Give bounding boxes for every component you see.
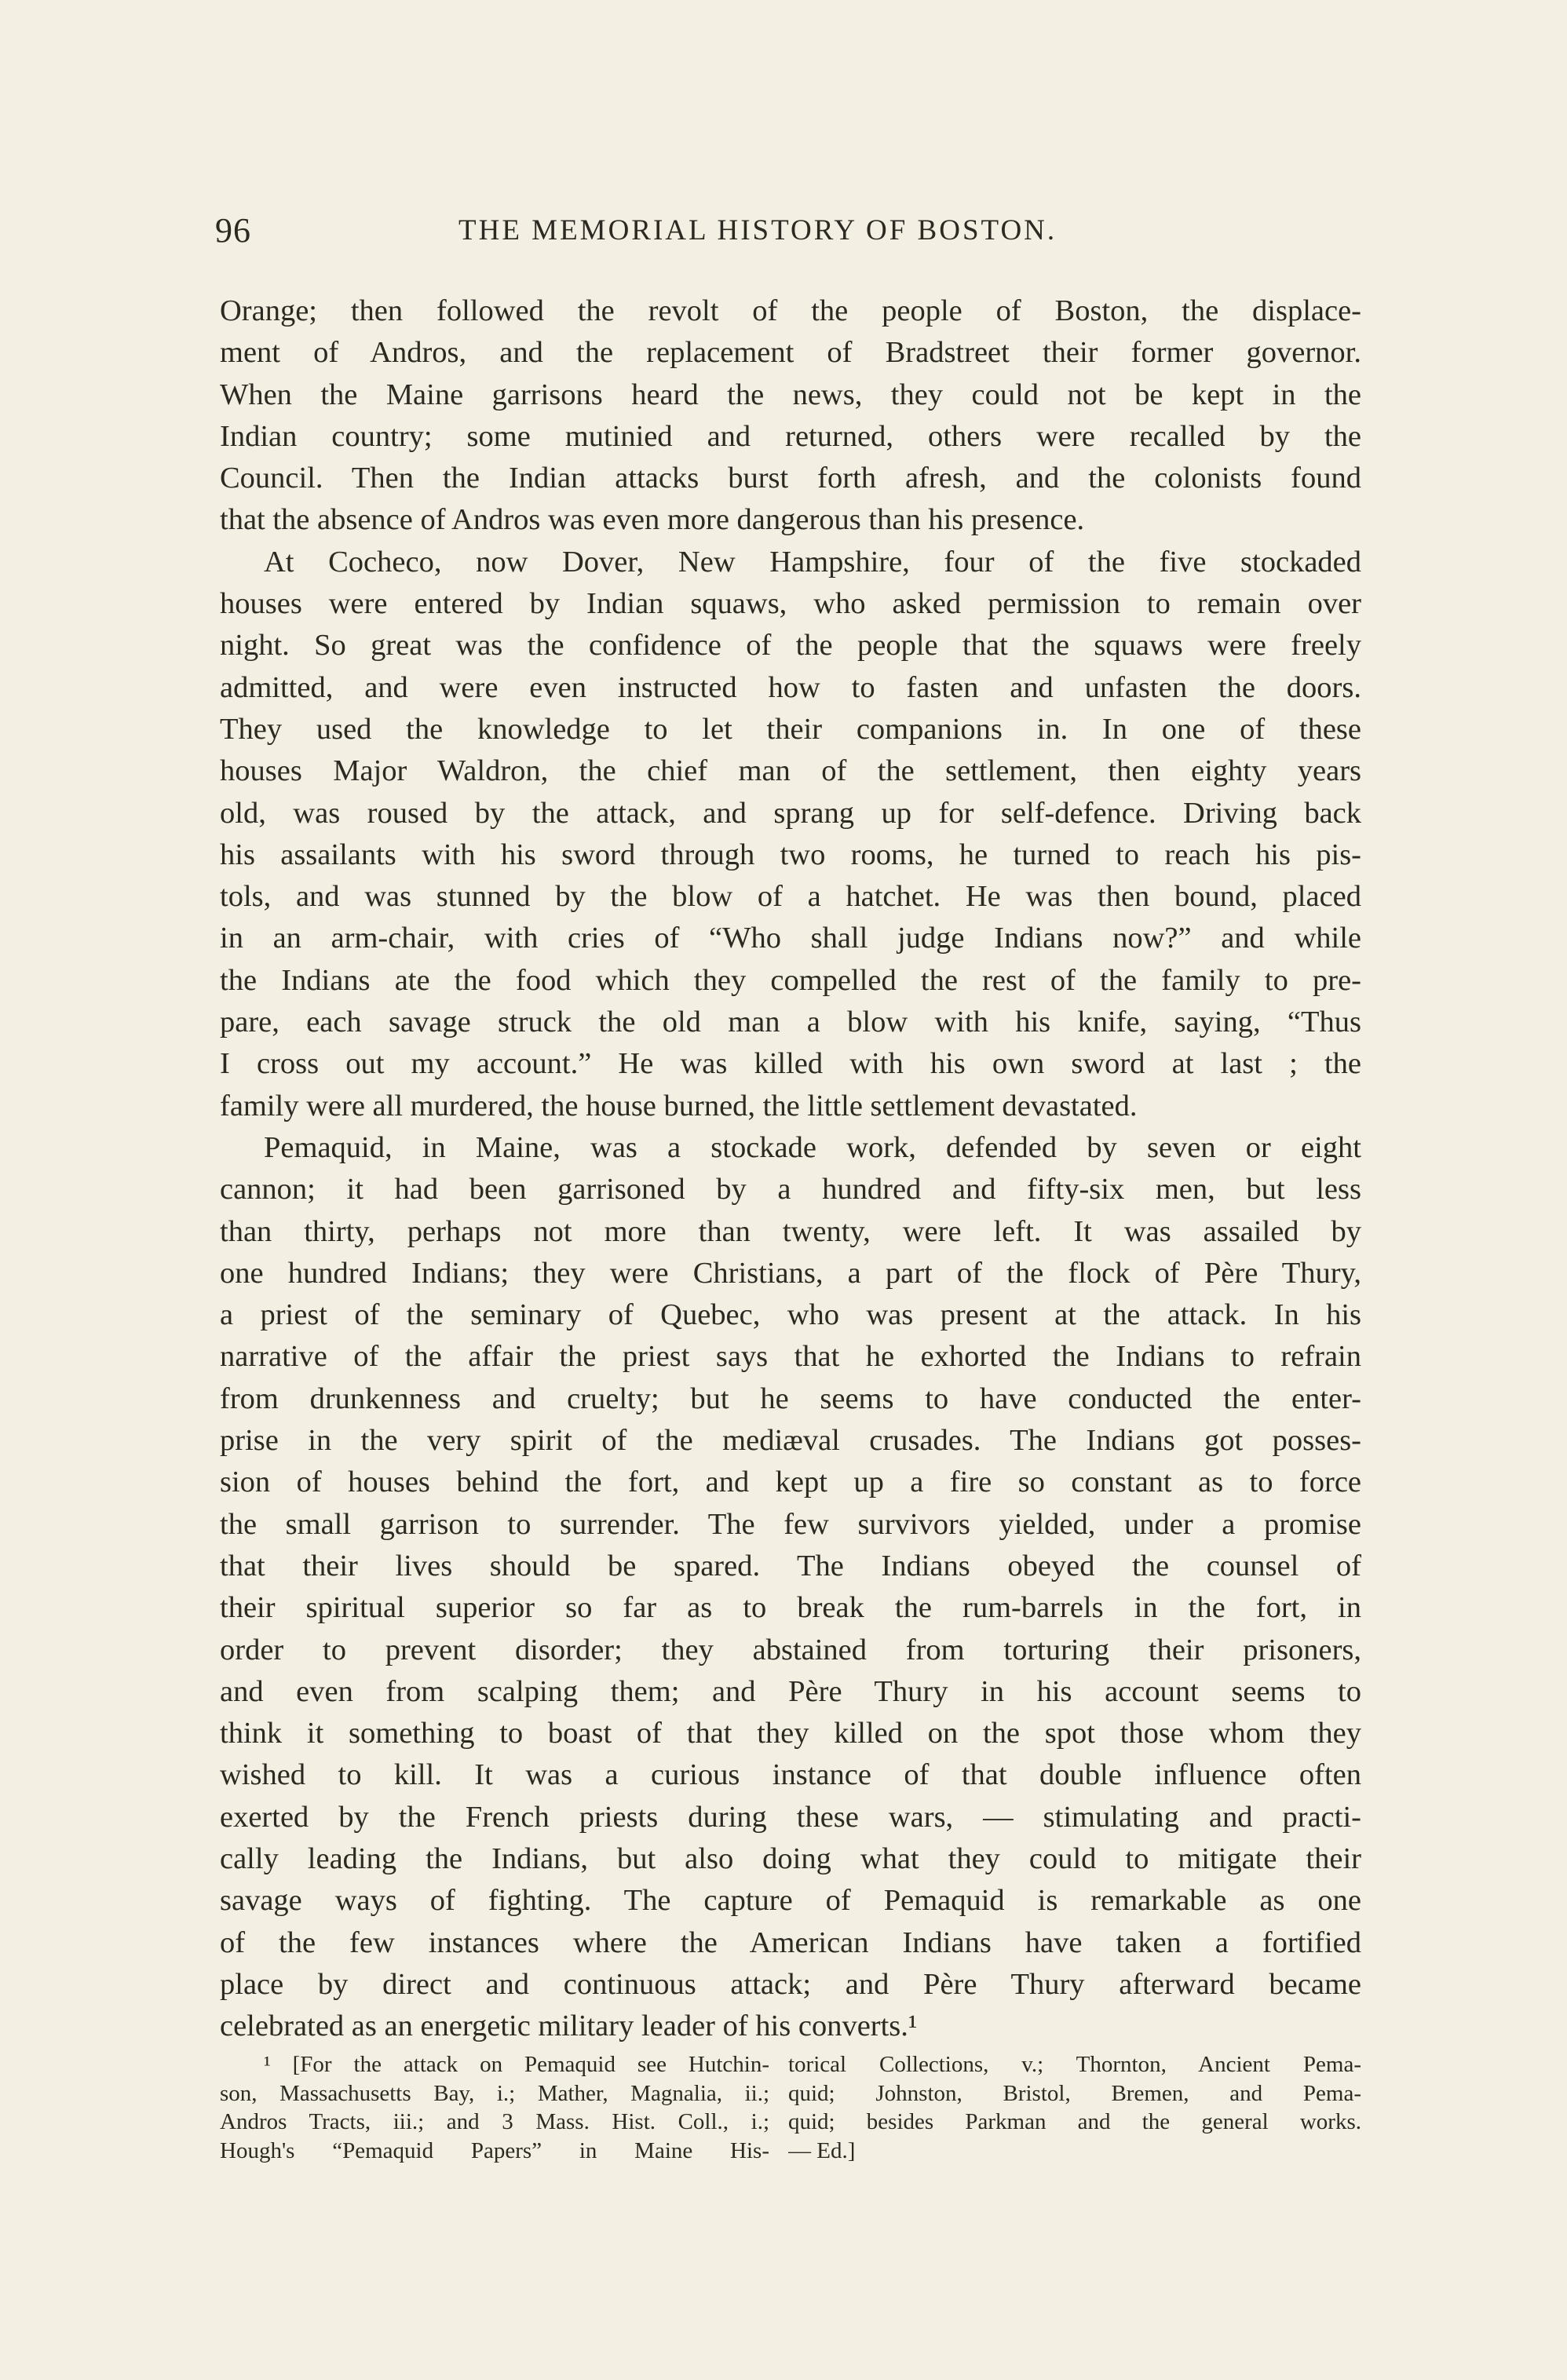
text-line: order to prevent disorder; they abstained from torturing their prisoners,: [220, 1633, 1361, 1666]
text-line: savage ways of fighting. The capture of Pemaquid is remarkable as one: [220, 1884, 1361, 1918]
text-line: sion of houses behind the fort, and kept up a fire so constant as to force: [220, 1466, 1361, 1499]
footnote-line: quid; Johnston, Bristol, Bremen, and Pema-: [788, 2080, 1361, 2106]
text-line: Pemaquid, in Maine, was a stockade work, defended by seven or eight: [264, 1130, 1361, 1164]
text-line: admitted, and were even instructed how to fasten and unfasten the doors.: [220, 670, 1361, 704]
footnote-line: — Ed.]: [788, 2137, 856, 2163]
text-line: Council. Then the Indian attacks burst forth afresh, and the colonists found: [220, 462, 1361, 495]
text-line: cannon; it had been garrisoned by a hundred and fifty-six men, but less: [220, 1173, 1361, 1206]
text-line: Indian country; some mutinied and returned, others were recalled by the: [220, 419, 1361, 453]
running-title: THE MEMORIAL HISTORY OF BOSTON.: [458, 214, 1057, 246]
text-line: think it something to boast of that they killed on the spot those whom they: [220, 1717, 1361, 1750]
text-line: wished to kill. It was a curious instance of that double influence often: [220, 1758, 1361, 1792]
footnote-line: ¹ [For the attack on Pemaquid see Hutchin-: [264, 2052, 769, 2077]
text-line: Orange; then followed the revolt of the people of Boston, the displace-: [220, 294, 1361, 327]
text-line: a priest of the seminary of Quebec, who was present at the attack. In his: [220, 1298, 1361, 1332]
text-line: old, was roused by the attack, and sprang up for self-defence. Driving back: [220, 796, 1361, 830]
text-line: exerted by the French priests during these wars, — stimulating and practi-: [220, 1800, 1361, 1834]
text-line: family were all murdered, the house burned, the little settlement devastated.: [220, 1089, 1138, 1122]
text-line: pare, each savage struck the old man a blow with his knife, saying, “Thus: [220, 1006, 1361, 1039]
text-line: When the Maine garrisons heard the news, they could not be kept in the: [220, 378, 1361, 411]
text-line: that their lives should be spared. The Indians obeyed the counsel of: [220, 1549, 1361, 1582]
text-line: from drunkenness and cruelty; but he seems to have conducted the enter-: [220, 1382, 1361, 1415]
text-line: ment of Andros, and the replacement of Bradstreet their former governor.: [220, 336, 1361, 370]
text-line: night. So great was the confidence of the people that the squaws were freely: [220, 629, 1361, 663]
text-line: narrative of the affair the priest says that he exhorted the Indians to refrain: [220, 1340, 1361, 1374]
text-line: the small garrison to surrender. The few survivors yielded, under a promise: [220, 1507, 1361, 1541]
text-line: that the absence of Andros was even more dangerous than his presence.: [220, 503, 1085, 537]
footnote-line: Hough's “Pemaquid Papers” in Maine His-: [220, 2137, 769, 2163]
text-line: his assailants with his sword through two rooms, he turned to reach his pis-: [220, 838, 1361, 871]
footnotes: [220, 2050, 1361, 2165]
page-header: [215, 210, 1361, 257]
text-line: in an arm-chair, with cries of “Who shall judge Indians now?” and while: [220, 922, 1361, 955]
text-line: tols, and was stunned by the blow of a hatchet. He was then bound, placed: [220, 880, 1361, 914]
text-line: At Cocheco, now Dover, New Hampshire, four of the five stockaded: [264, 545, 1361, 579]
footnote-column-right: [788, 2050, 1361, 2165]
text-line: their spiritual superior so far as to break the rum-barrels in the fort, in: [220, 1591, 1361, 1625]
text-line: of the few instances where the American Indians have taken a fortified: [220, 1926, 1361, 1959]
text-line: and even from scalping them; and Père Thury in his account seems to: [220, 1674, 1361, 1708]
footnote-line: Andros Tracts, iii.; and 3 Mass. Hist. Coll., i.;: [220, 2109, 769, 2134]
body-text: [220, 290, 1361, 2047]
text-line: than thirty, perhaps not more than twenty, were left. It was assailed by: [220, 1214, 1361, 1248]
footnote-column-left: [220, 2050, 769, 2165]
text-line: the Indians ate the food which they compelled the rest of the family to pre-: [220, 963, 1361, 997]
footnote-line: torical Collections, v.; Thornton, Ancient Pema-: [788, 2052, 1361, 2077]
text-line: They used the knowledge to let their companions in. In one of these: [220, 712, 1361, 746]
text-line: place by direct and continuous attack; and Père Thury afterward became: [220, 1967, 1361, 2001]
text-line: one hundred Indians; they were Christians, a part of the flock of Père Thury,: [220, 1256, 1361, 1290]
text-line: cally leading the Indians, but also doing what they could to mitigate their: [220, 1842, 1361, 1875]
footnote-line: son, Massachusetts Bay, i.; Mather, Magnalia, ii.;: [220, 2080, 769, 2106]
text-line: prise in the very spirit of the mediæval crusades. The Indians got posses-: [220, 1424, 1361, 1458]
text-line: I cross out my account.” He was killed with his own sword at last ; the: [220, 1047, 1361, 1081]
text-line: houses Major Waldron, the chief man of the settlement, then eighty years: [220, 754, 1361, 788]
text-line: houses were entered by Indian squaws, who asked permission to remain over: [220, 587, 1361, 621]
text-line: celebrated as an energetic military leader of his converts.¹: [220, 2009, 918, 2043]
page-number: 96: [215, 211, 251, 250]
footnote-line: quid; besides Parkman and the general works.: [788, 2109, 1361, 2134]
